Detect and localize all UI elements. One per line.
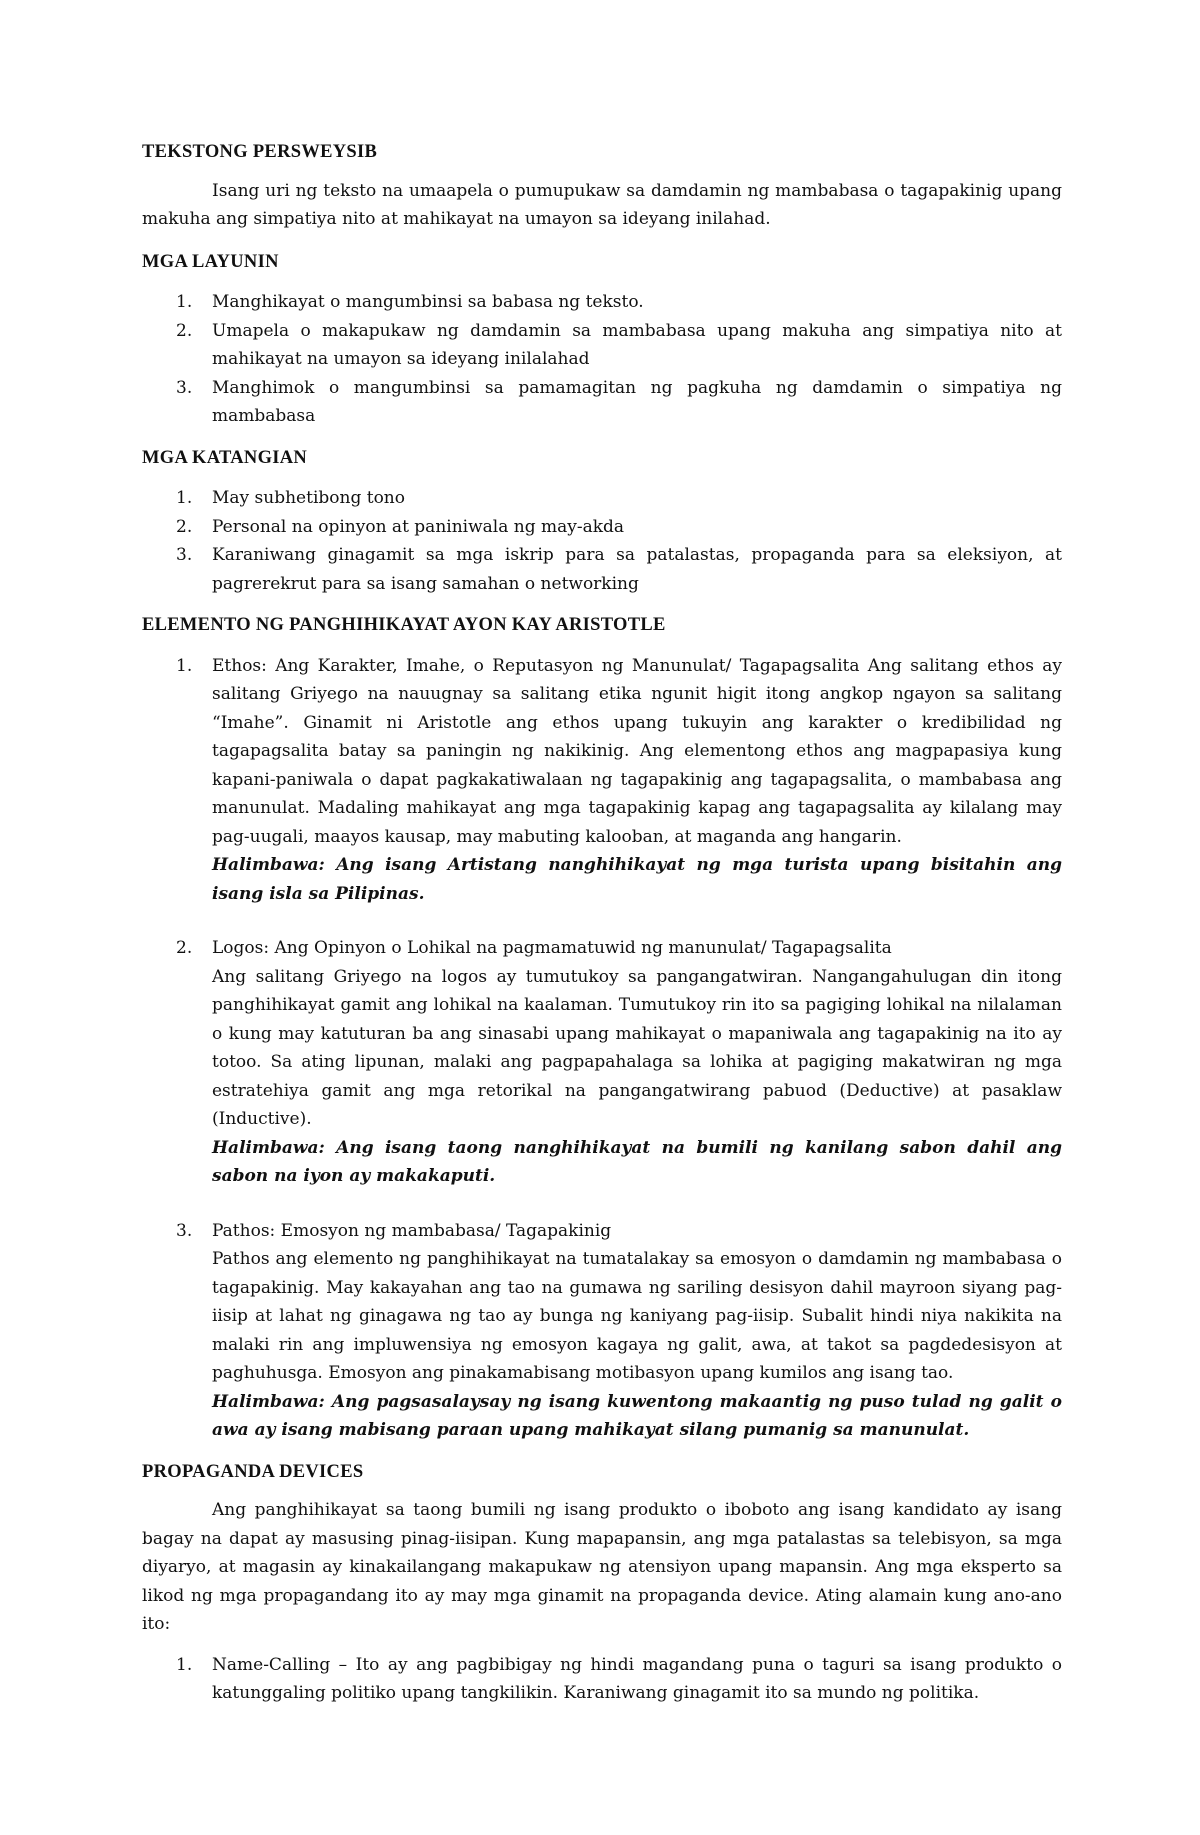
list-item <box>142 1651 1062 1708</box>
katangian-heading: MGA KATANGIAN <box>142 447 308 468</box>
propaganda-list <box>142 1651 1062 1708</box>
elemento-heading: ELEMENTO NG PANGHIHIKAYAT AYON KAY ARISTOTLE <box>142 615 666 635</box>
list-number: 2. <box>176 938 193 958</box>
list-number: 3. <box>176 1220 193 1241</box>
propaganda-paragraph: Ang panghihikayat sa taong bumili ng isang produkto o iboboto ang isang kandidato ay isang bagay na dapat ay masusing pinag-iisipan. Kung mapapansin, ang mga patalastas sa telebisyon, sa mga diyaryo, at magasin ay kinakailangang makapukaw ng atensiyon upang mapansin. Ang mga eksperto sa likod ng mga propagandang ito ay may mga ginamit na propaganda device. Ating alamain kung ano-ano ito: <box>142 1500 1062 1634</box>
list-item <box>142 317 1062 374</box>
logos-text: Ang salitang Griyego na logos ay tumutukoy sa pangangatwiran. Nangangahulugan din itong panghihikayat gamit ang lohikal na kaalaman. Tumutukoy rin ito sa pagiging lohikal na nilalaman o kung may katuturan ba ang sinasabi upang mahikayat o mapaniwala ang tagapakinig na ito ay totoo. Sa ating lipunan, malaki ang pagpapahalaga sa lohika at pagiging makatwiran ng mga estratehiya gamit ang mga retorikal na pangangatwirang pabuod (Deductive) at pasaklaw (Inductive). <box>212 966 1062 1129</box>
list-item-text: Umapela o makapukaw ng damdamin sa mambabasa upang makuha ang simpatiya nito at mahikayat na umayon sa ideyang inilalahad <box>212 320 1062 369</box>
list-number: 1. <box>176 655 193 676</box>
list-number: 1. <box>176 1654 193 1675</box>
list-item <box>142 288 1062 317</box>
ethos-text: Ethos: Ang Karakter, Imahe, o Reputasyon ng Manunulat/ Tagapagsalita Ang salitang ethos ay salitang Griyego na nauugnay sa salitang etika ngunit higit itong angkop ngayon sa salitang “Imahe”. Ginamit ni Aristotle ang ethos upang tukuyin ang karakter o kredibilidad ng tagapagsalita batay sa paningin ng nakikinig. Ang elementong ethos ang magpapasiya kung kapani-paniwala o dapat pagkakatiwalaan ng tagapakinig ang tagapagsalita, o mambabasa ang manunulat. Madaling mahikayat ang mga tagapakinig kapag ang tagapagsalita ay kilalang may pag-uugali, maayos kausap, may mabuting kalooban, at maganda ang hangarin. <box>212 655 1062 847</box>
list-number: 2. <box>176 320 193 341</box>
list-number: 1. <box>176 292 193 312</box>
list-item <box>142 484 1062 513</box>
logos-title: Logos: Ang Opinyon o Lohikal na pagmamatuwid ng manunulat/ Tagapagsalita <box>212 938 892 958</box>
page-title: TEKSTONG PERSWEYSIB <box>142 142 378 162</box>
list-item-text: Manghikayat o mangumbinsi sa babasa ng teksto. <box>212 292 644 312</box>
list-number: 2. <box>176 516 193 537</box>
list-item <box>142 1217 1062 1445</box>
katangian-list <box>142 484 1062 598</box>
list-item-text: May subhetibong tono <box>212 488 405 508</box>
list-item <box>142 541 1062 598</box>
list-item <box>142 652 1062 909</box>
list-item-text: Manghimok o mangumbinsi sa pamamagitan ng pagkuha ng damdamin o simpatiya ng mambabasa <box>212 377 1062 426</box>
list-item <box>142 374 1062 431</box>
pathos-text: Pathos ang elemento ng panghihikayat na tumatalakay sa emosyon o damdamin ng mambabasa o tagapakinig. May kakayahan ang tao na gumawa ng sariling desisyon dahil mayroon siyang pag-iisip at lahat ng ginagawa ng tao ay bunga ng kaniyang pag-iisip. Subalit hindi niya nakikita na malaki rin ang impluwensiya ng emosyon kagaya ng galit, awa, at takot sa pagdedesisyon at paghuhusga. Emosyon ang pinakamabisang motibasyon upang kumilos ang isang tao. <box>212 1249 1062 1383</box>
elemento-list <box>142 652 1062 1445</box>
ethos-example: Halimbawa: Ang isang Artistang nanghihikayat ng mga turista upang bisitahin ang isang isla sa Pilipinas. <box>212 855 1062 904</box>
logos-example: Halimbawa: Ang isang taong nanghihikayat na bumili ng kanilang sabon dahil ang sabon na iyon ay makakaputi. <box>212 1137 1062 1186</box>
list-number: 3. <box>176 377 193 398</box>
list-item-text: Personal na opinyon at paniniwala ng may-akda <box>212 516 625 537</box>
list-item <box>142 934 1062 1191</box>
layunin-list <box>142 288 1062 431</box>
list-number: 3. <box>176 545 193 565</box>
pathos-title: Pathos: Emosyon ng mambabasa/ Tagapakinig <box>212 1220 612 1241</box>
list-item-text: Karaniwang ginagamit sa mga iskrip para sa patalastas, propaganda para sa eleksiyon, at pagrerekrut para sa isang samahan o networking <box>212 545 1062 594</box>
layunin-heading: MGA LAYUNIN <box>142 251 279 272</box>
list-item <box>142 513 1062 542</box>
pathos-example: Halimbawa: Ang pagsasalaysay ng isang kuwentong makaantig ng puso tulad ng galit o awa ay isang mabisang paraan upang mahikayat silang pumanig sa manunulat. <box>212 1391 1062 1440</box>
propaganda-heading: PROPAGANDA DEVICES <box>142 1461 364 1482</box>
list-number: 1. <box>176 488 193 508</box>
intro-paragraph: Isang uri ng teksto na umaapela o pumupukaw sa damdamin ng mambabasa o tagapakinig upang makuha ang simpatiya nito at mahikayat na umayon sa ideyang inilahad. <box>142 180 1062 229</box>
list-item-text: Name-Calling – Ito ay ang pagbibigay ng hindi magandang puna o taguri sa isang produkto o katunggaling politiko upang tangkilikin. Karaniwang ginagamit ito sa mundo ng politika. <box>212 1654 1062 1703</box>
